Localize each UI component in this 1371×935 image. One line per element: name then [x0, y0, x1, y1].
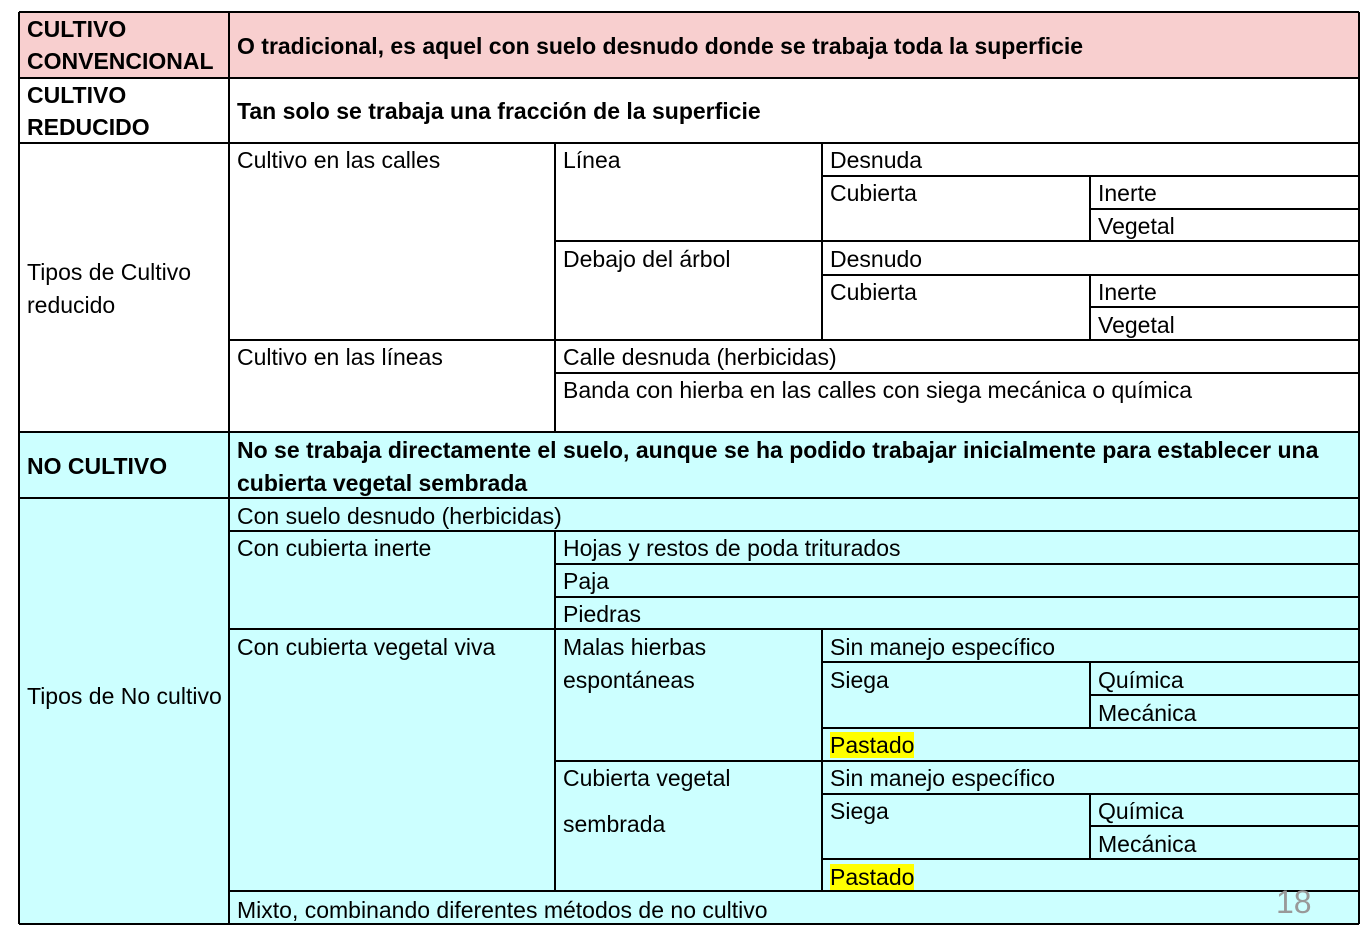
page-number: 18: [1276, 884, 1312, 920]
sembrada-mecanica: Mecánica: [1098, 831, 1197, 857]
cultivo-calles-label: Cultivo en las calles: [237, 147, 441, 173]
banda-hierba: Banda con hierba en las calles con siega mecánica o química: [563, 377, 1193, 403]
debajo-cubierta: Cubierta: [830, 279, 917, 305]
debajo-inerte: Inerte: [1098, 279, 1157, 305]
conventional-label: CULTIVO CONVENCIONAL: [27, 16, 214, 74]
debajo-vegetal: Vegetal: [1098, 312, 1175, 338]
cubierta-sembrada-label: Cubierta vegetal sembrada: [563, 765, 731, 837]
piedras: Piedras: [563, 601, 641, 627]
paja: Paja: [563, 568, 610, 594]
sembrada-quimica: Química: [1098, 798, 1184, 824]
sembrada-sin-manejo: Sin manejo específico: [830, 765, 1056, 791]
malas-pastado: [822, 728, 914, 762]
mixto: Mixto, combinando diferentes métodos de no cultivo: [237, 897, 768, 923]
linea-vegetal: Vegetal: [1098, 213, 1175, 239]
malas-quimica: Química: [1098, 667, 1184, 693]
reducido-label: CULTIVO REDUCIDO: [27, 82, 150, 140]
linea-desnuda: Desnuda: [830, 147, 923, 173]
malas-siega: Siega: [830, 667, 889, 693]
cubierta-viva-label: Con cubierta vegetal viva: [237, 634, 496, 660]
cubierta-inerte-label: Con cubierta inerte: [237, 535, 432, 561]
sembrada-siega: Siega: [830, 798, 889, 824]
debajo-arbol-label: Debajo del árbol: [563, 246, 731, 272]
calle-desnuda: Calle desnuda (herbicidas): [563, 344, 837, 370]
reducido-description: Tan solo se trabaja una fracción de la superficie: [237, 98, 761, 124]
linea-inerte: Inerte: [1098, 180, 1157, 206]
suelo-desnudo: Con suelo desnudo (herbicidas): [237, 503, 562, 529]
conventional-description: O tradicional, es aquel con suelo desnudo donde se trabaja toda la superficie: [237, 33, 1084, 59]
tipos-reducido-label: Tipos de Cultivo reducido: [27, 259, 192, 318]
hojas-restos-poda: Hojas y restos de poda triturados: [563, 535, 901, 561]
sembrada-pastado: [822, 860, 914, 894]
malas-mecanica: Mecánica: [1098, 700, 1197, 726]
cultivo-lineas-label: Cultivo en las líneas: [237, 344, 443, 370]
no-cultivo-label: NO CULTIVO: [27, 453, 168, 479]
malas-sin-manejo: Sin manejo específico: [830, 634, 1056, 660]
linea-label: Línea: [563, 147, 621, 173]
pastado-highlight: Pastado: [830, 732, 915, 758]
tipos-no-cultivo-label: Tipos de No cultivo: [27, 683, 222, 709]
malas-hierbas-label: Malas hierbas espontáneas: [563, 634, 707, 693]
pastado-highlight: Pastado: [830, 864, 915, 890]
no-cultivo-description: No se trabaja directamente el suelo, aunque se ha podido trabajar inicialmente para establecer una cubierta vegetal sembrada: [237, 437, 1319, 496]
debajo-desnudo: Desnudo: [830, 246, 923, 272]
linea-cubierta: Cubierta: [830, 180, 917, 206]
